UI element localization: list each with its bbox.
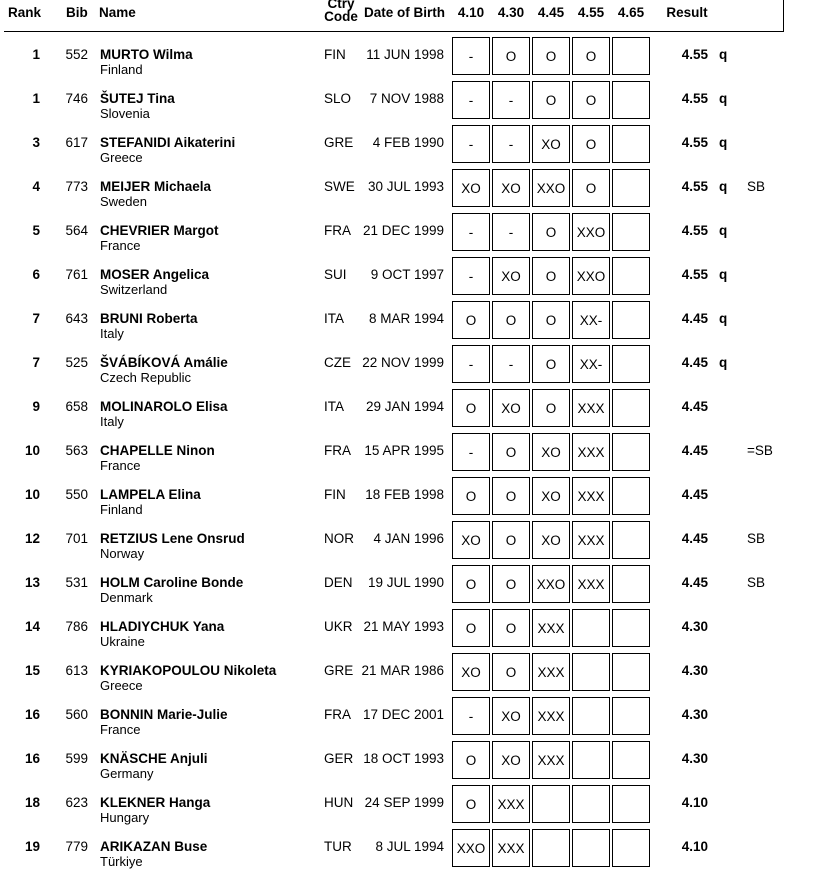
athlete-name: BRUNI Roberta	[100, 311, 198, 326]
attempt-box: -	[492, 125, 530, 163]
athlete-name: KLEKNER Hanga	[100, 795, 211, 810]
athlete-name: KYRIAKOPOULOU Nikoleta	[100, 663, 277, 678]
attempt-box: -	[452, 345, 490, 383]
attempt-box: O	[452, 477, 490, 515]
rank-cell: 9	[32, 399, 40, 414]
attempt-box: XXX	[572, 389, 610, 427]
table-row	[0, 123, 835, 167]
bib-cell: 746	[65, 91, 88, 106]
rank-cell: 12	[24, 531, 40, 546]
athlete-country: Hungary	[100, 810, 150, 825]
rank-cell: 7	[32, 311, 40, 326]
result-cell: 4.55	[681, 267, 708, 282]
table-row	[0, 827, 835, 871]
result-cell: 4.55	[681, 47, 708, 62]
rank-cell: 5	[32, 223, 40, 238]
athlete-country: France	[100, 722, 141, 737]
attempt-box	[612, 477, 650, 515]
result-cell: 4.45	[681, 355, 708, 370]
athlete-name: MEIJER Michaela	[100, 179, 212, 194]
athlete-country: Ukraine	[100, 634, 145, 649]
athlete-country: Germany	[100, 766, 154, 781]
attempt-box: XXO	[572, 257, 610, 295]
bib-cell: 701	[65, 531, 88, 546]
date-of-birth-cell: 8 JUL 1994	[375, 839, 444, 854]
attempt-box: O	[492, 521, 530, 559]
header-height-2: 4.30	[497, 5, 525, 20]
attempt-box: -	[492, 345, 530, 383]
country-code-cell: ITA	[324, 311, 344, 326]
header-country-code-line2: Code	[324, 9, 358, 24]
header-height-3: 4.45	[537, 5, 565, 20]
bib-cell: 773	[65, 179, 88, 194]
bib-cell: 552	[65, 47, 88, 62]
table-row	[0, 343, 835, 387]
qualified-mark: q	[719, 47, 728, 62]
rank-cell: 1	[32, 47, 40, 62]
attempt-box	[612, 697, 650, 735]
date-of-birth-cell: 19 JUL 1990	[367, 575, 444, 590]
attempt-box: -	[452, 213, 490, 251]
date-of-birth-cell: 15 APR 1995	[364, 443, 444, 458]
athlete-country: Italy	[100, 414, 124, 429]
attempt-box: XXO	[572, 213, 610, 251]
attempt-box: XXO	[532, 169, 570, 207]
country-code-cell: HUN	[324, 795, 354, 810]
attempt-box	[612, 81, 650, 119]
attempt-box: O	[532, 345, 570, 383]
qualified-mark: q	[719, 135, 728, 150]
result-cell: 4.10	[681, 795, 708, 810]
attempt-box: -	[452, 433, 490, 471]
result-cell: 4.55	[681, 135, 708, 150]
attempt-box	[612, 785, 650, 823]
attempt-box: XXX	[572, 521, 610, 559]
record-note: SB	[747, 179, 766, 194]
bib-cell: 563	[65, 443, 88, 458]
date-of-birth-cell: 11 JUN 1998	[366, 47, 444, 62]
table-row	[0, 475, 835, 519]
country-code-cell: FRA	[324, 707, 351, 722]
country-code-cell: GER	[324, 751, 354, 766]
result-cell: 4.45	[681, 443, 708, 458]
result-cell: 4.55	[681, 223, 708, 238]
header-height-1: 4.10	[457, 5, 485, 20]
table-row	[0, 299, 835, 343]
attempt-box: XXX	[532, 697, 570, 735]
attempt-box	[612, 37, 650, 75]
attempt-box	[612, 741, 650, 779]
bib-cell: 658	[65, 399, 88, 414]
athlete-name: MURTO Wilma	[100, 47, 193, 62]
attempt-box: O	[452, 565, 490, 603]
athlete-country: Switzerland	[100, 282, 168, 297]
attempt-box: XO	[492, 741, 530, 779]
rank-cell: 16	[24, 751, 40, 766]
attempt-box: XXX	[572, 477, 610, 515]
attempt-box	[572, 609, 610, 647]
athlete-name: BONNIN Marie-Julie	[100, 707, 228, 722]
rank-cell: 16	[24, 707, 40, 722]
table-row	[0, 35, 835, 79]
date-of-birth-cell: 21 MAR 1986	[361, 663, 444, 678]
record-note: =SB	[747, 443, 773, 458]
attempt-box: O	[452, 609, 490, 647]
date-of-birth-cell: 30 JUL 1993	[367, 179, 444, 194]
rank-cell: 15	[24, 663, 40, 678]
athlete-country: Greece	[100, 150, 143, 165]
attempt-box: -	[452, 697, 490, 735]
result-cell: 4.55	[681, 91, 708, 106]
attempt-box: O	[452, 741, 490, 779]
country-code-cell: NOR	[324, 531, 354, 546]
result-cell: 4.30	[681, 707, 708, 722]
attempt-box: O	[572, 37, 610, 75]
table-row	[0, 167, 835, 211]
table-row	[0, 431, 835, 475]
athlete-name: KNÄSCHE Anjuli	[100, 751, 208, 766]
qualified-mark: q	[719, 311, 728, 326]
header-country-code	[323, 0, 359, 23]
qualified-mark: q	[719, 355, 728, 370]
bib-cell: 560	[65, 707, 88, 722]
attempt-box: O	[492, 653, 530, 691]
athlete-name: LAMPELA Elina	[100, 487, 201, 502]
attempt-box: XO	[532, 125, 570, 163]
attempt-box: O	[532, 389, 570, 427]
athlete-country: Greece	[100, 678, 143, 693]
country-code-cell: GRE	[324, 663, 354, 678]
bib-cell: 779	[65, 839, 88, 854]
attempt-box: O	[532, 81, 570, 119]
attempt-box: XXO	[532, 565, 570, 603]
attempt-box	[572, 741, 610, 779]
country-code-cell: DEN	[324, 575, 353, 590]
attempt-box: XX-	[572, 345, 610, 383]
attempt-box: -	[492, 213, 530, 251]
athlete-country: France	[100, 238, 141, 253]
attempt-box: O	[452, 301, 490, 339]
table-row	[0, 739, 835, 783]
athlete-country: Türkiye	[100, 854, 143, 869]
athlete-name: ŠUTEJ Tina	[100, 91, 175, 106]
result-cell: 4.45	[681, 531, 708, 546]
attempt-box	[612, 653, 650, 691]
athlete-name: ŠVÁBÍKOVÁ Amálie	[100, 355, 228, 370]
athlete-name: CHAPELLE Ninon	[100, 443, 215, 458]
bib-cell: 564	[65, 223, 88, 238]
attempt-box: XXX	[492, 829, 530, 867]
bib-cell: 525	[65, 355, 88, 370]
attempt-box: XXO	[452, 829, 490, 867]
date-of-birth-cell: 21 MAY 1993	[363, 619, 444, 634]
country-code-cell: CZE	[324, 355, 351, 370]
header-bib: Bib	[66, 5, 88, 20]
date-of-birth-cell: 4 JAN 1996	[373, 531, 444, 546]
attempt-box: O	[532, 213, 570, 251]
header-country-code-line1: Ctry	[327, 0, 355, 11]
attempt-box: XO	[452, 169, 490, 207]
date-of-birth-cell: 8 MAR 1994	[368, 311, 444, 326]
result-cell: 4.45	[681, 575, 708, 590]
attempt-box	[612, 257, 650, 295]
result-cell: 4.30	[681, 751, 708, 766]
attempt-box: O	[492, 301, 530, 339]
country-code-cell: FRA	[324, 443, 351, 458]
attempt-box	[572, 785, 610, 823]
result-cell: 4.45	[681, 399, 708, 414]
attempt-box	[532, 785, 570, 823]
attempt-box: XO	[452, 653, 490, 691]
attempt-box: O	[492, 477, 530, 515]
attempt-box: XO	[492, 257, 530, 295]
bib-cell: 761	[65, 267, 88, 282]
result-cell: 4.45	[681, 487, 708, 502]
rank-cell: 6	[32, 267, 40, 282]
attempt-box: XO	[532, 477, 570, 515]
attempt-box: O	[492, 609, 530, 647]
rank-cell: 4	[32, 179, 40, 194]
attempt-box: XXX	[572, 565, 610, 603]
athlete-name: CHEVRIER Margot	[100, 223, 219, 238]
attempt-box	[612, 829, 650, 867]
attempt-box: O	[532, 37, 570, 75]
attempt-box: XXX	[572, 433, 610, 471]
athlete-country: Italy	[100, 326, 124, 341]
rank-cell: 7	[32, 355, 40, 370]
header-date-of-birth: Date of Birth	[364, 5, 445, 20]
attempt-box: -	[492, 81, 530, 119]
attempt-box: O	[452, 785, 490, 823]
header-result: Result	[666, 5, 708, 20]
attempt-box: XO	[492, 169, 530, 207]
country-code-cell: ITA	[324, 399, 344, 414]
table-row	[0, 563, 835, 607]
attempt-box: -	[452, 81, 490, 119]
date-of-birth-cell: 4 FEB 1990	[372, 135, 444, 150]
date-of-birth-cell: 18 FEB 1998	[365, 487, 444, 502]
attempt-box	[572, 697, 610, 735]
athlete-country: Czech Republic	[100, 370, 192, 385]
bib-cell: 643	[65, 311, 88, 326]
athlete-name: RETZIUS Lene Onsrud	[100, 531, 245, 546]
attempt-box: XX-	[572, 301, 610, 339]
attempt-box: -	[452, 257, 490, 295]
header-rank: Rank	[8, 5, 42, 20]
attempt-box	[612, 301, 650, 339]
athlete-country: Slovenia	[100, 106, 150, 121]
attempt-box: XO	[532, 521, 570, 559]
rank-cell: 19	[24, 839, 40, 854]
attempt-box: O	[572, 125, 610, 163]
athlete-country: France	[100, 458, 141, 473]
country-code-cell: SUI	[324, 267, 347, 282]
bib-cell: 550	[65, 487, 88, 502]
attempt-box: -	[452, 125, 490, 163]
table-row	[0, 211, 835, 255]
attempt-box	[612, 565, 650, 603]
header-height-4: 4.55	[577, 5, 605, 20]
country-code-cell: TUR	[324, 839, 352, 854]
qualified-mark: q	[719, 91, 728, 106]
attempt-box: O	[572, 169, 610, 207]
attempt-box: XXX	[492, 785, 530, 823]
qualified-mark: q	[719, 179, 728, 194]
bib-cell: 613	[65, 663, 88, 678]
athlete-name: MOLINAROLO Elisa	[100, 399, 228, 414]
result-cell: 4.30	[681, 663, 708, 678]
athlete-name: HOLM Caroline Bonde	[100, 575, 244, 590]
result-cell: 4.10	[681, 839, 708, 854]
attempt-box: XXX	[532, 609, 570, 647]
attempt-box	[572, 653, 610, 691]
athlete-name: ARIKAZAN Buse	[100, 839, 208, 854]
rank-cell: 3	[32, 135, 40, 150]
date-of-birth-cell: 21 DEC 1999	[362, 223, 444, 238]
bib-cell: 623	[65, 795, 88, 810]
attempt-box: XO	[492, 389, 530, 427]
country-code-cell: GRE	[324, 135, 354, 150]
attempt-box	[612, 389, 650, 427]
date-of-birth-cell: 29 JAN 1994	[365, 399, 444, 414]
attempt-box: O	[452, 389, 490, 427]
result-cell: 4.45	[681, 311, 708, 326]
athlete-country: Sweden	[100, 194, 147, 209]
table-row	[0, 783, 835, 827]
table-row	[0, 387, 835, 431]
qualified-mark: q	[719, 223, 728, 238]
date-of-birth-cell: 22 NOV 1999	[362, 355, 444, 370]
date-of-birth-cell: 17 DEC 2001	[362, 707, 444, 722]
date-of-birth-cell: 18 OCT 1993	[363, 751, 444, 766]
bib-cell: 786	[65, 619, 88, 634]
rank-cell: 1	[32, 91, 40, 106]
date-of-birth-cell: 7 NOV 1988	[369, 91, 444, 106]
attempt-box	[612, 169, 650, 207]
athlete-name: HLADIYCHUK Yana	[100, 619, 225, 634]
attempt-box	[572, 829, 610, 867]
rank-cell: 18	[24, 795, 40, 810]
date-of-birth-cell: 9 OCT 1997	[370, 267, 444, 282]
country-code-cell: SWE	[324, 179, 355, 194]
rank-cell: 13	[24, 575, 40, 590]
qualified-mark: q	[719, 267, 728, 282]
attempt-box	[612, 345, 650, 383]
attempt-box: O	[532, 301, 570, 339]
athlete-country: Finland	[100, 62, 143, 77]
attempt-box: XO	[492, 697, 530, 735]
athlete-country: Norway	[100, 546, 145, 561]
attempt-box: O	[492, 565, 530, 603]
attempt-box: XO	[452, 521, 490, 559]
results-table-header	[0, 0, 835, 32]
country-code-cell: UKR	[324, 619, 353, 634]
header-height-5: 4.65	[617, 5, 645, 20]
table-row	[0, 79, 835, 123]
record-note: SB	[747, 531, 766, 546]
country-code-cell: FIN	[324, 47, 346, 62]
attempt-box: O	[492, 433, 530, 471]
attempt-box: XXX	[532, 741, 570, 779]
rank-cell: 14	[24, 619, 40, 634]
table-row	[0, 607, 835, 651]
attempt-box	[612, 433, 650, 471]
attempt-box	[612, 609, 650, 647]
attempt-box: -	[452, 37, 490, 75]
attempt-box	[612, 125, 650, 163]
record-note: SB	[747, 575, 766, 590]
country-code-cell: SLO	[324, 91, 352, 106]
header-name: Name	[99, 5, 136, 20]
attempt-box	[612, 213, 650, 251]
attempt-box: O	[532, 257, 570, 295]
country-code-cell: FIN	[324, 487, 346, 502]
attempt-box	[612, 521, 650, 559]
country-code-cell: FRA	[324, 223, 351, 238]
date-of-birth-cell: 24 SEP 1999	[364, 795, 444, 810]
table-row	[0, 651, 835, 695]
bib-cell: 617	[65, 135, 88, 150]
athlete-name: STEFANIDI Aikaterini	[100, 135, 236, 150]
attempt-box: O	[572, 81, 610, 119]
athlete-country: Finland	[100, 502, 143, 517]
attempt-box: XXX	[532, 653, 570, 691]
result-cell: 4.30	[681, 619, 708, 634]
table-row	[0, 255, 835, 299]
attempt-box	[532, 829, 570, 867]
rank-cell: 10	[24, 487, 40, 502]
bib-cell: 531	[65, 575, 88, 590]
attempt-box: O	[492, 37, 530, 75]
rank-cell: 10	[24, 443, 40, 458]
header-divider	[4, 31, 784, 32]
result-cell: 4.55	[681, 179, 708, 194]
header-right-border	[783, 0, 784, 32]
table-row	[0, 695, 835, 739]
athlete-country: Denmark	[100, 590, 153, 605]
attempt-box: XO	[532, 433, 570, 471]
athlete-name: MOSER Angelica	[100, 267, 210, 282]
bib-cell: 599	[65, 751, 88, 766]
table-row	[0, 519, 835, 563]
